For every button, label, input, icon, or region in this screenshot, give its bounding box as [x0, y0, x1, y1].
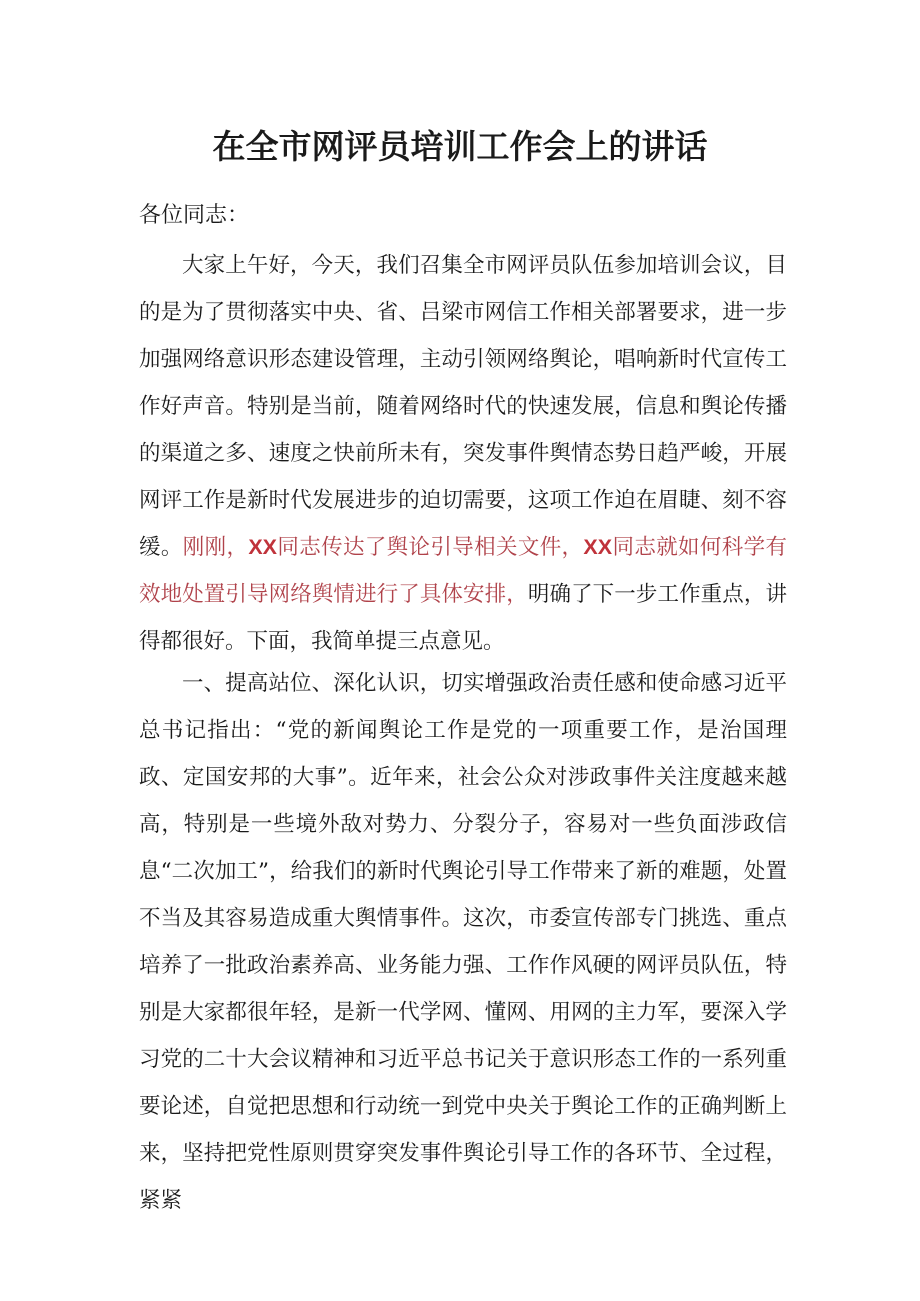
highlight-segment: 同志就如何科学有效地处置引导网络舆情进行了具体安排，	[139, 535, 787, 607]
salutation: 各位同志：	[139, 203, 250, 228]
document-title: 在全市网评员培训工作会上的讲话	[212, 127, 708, 166]
paragraph-opening	[139, 242, 787, 665]
paragraph-section-one: 一、提高站位、深化认识，切实增强政治责任感和使命感习近平总书记指出：“党的新闻舆论工作是党的一项重要工作，是治国理政、定国安邦的大事”。近年来，社会公众对涉政事件关注度越来越高，特别是一些境外敌对势力、分裂分子，容易对一些负面涉政信息“二次加工”，给我们的新时代舆论引导工作带来了新的难题，处置不当及其容易造成重大舆情事件。这次，市委宣传部专门挑选、重点培养了一批政治素养高、业务能力强、工作作风硬的网评员队伍，特别是大家都很年轻，是新一代学网、懂网、用网的主力军，要深入学习党的二十大会议精神和习近平总书记关于意识形态工作的一系列重要论述，自觉把思想和行动统一到党中央关于舆论工作的正确判断上来，坚持把党性原则贯穿突发事件舆论引导工作的各环节、全过程，紧紧	[139, 671, 787, 1213]
placeholder-name: XX	[583, 535, 613, 559]
highlight-segment: 同志传达了舆论引导相关文件，	[277, 535, 584, 560]
paragraph-text: 明确了下一步工作重点，讲得都很好。下面，我简单提三点意见。	[139, 582, 787, 654]
placeholder-name: XX	[248, 535, 278, 559]
highlight-segment: 刚刚，	[182, 535, 249, 560]
paragraph-text: 大家上午好，今天，我们召集全市网评员队伍参加培训会议，目的是为了贯彻落实中央、省、吕梁市网信工作相关部署要求，进一步加强网络意识形态建设管理，主动引领网络舆论，唱响新时代宣传工作好声音。特别是当前，随着网络时代的快速发展，信息和舆论传播的渠道之多、速度之快前所未有，突发事件舆情态势日趋严峻，开展网评工作是新时代发展进步的迫切需要，这项工作迫在眉睫、刻不容缓。	[139, 253, 787, 560]
